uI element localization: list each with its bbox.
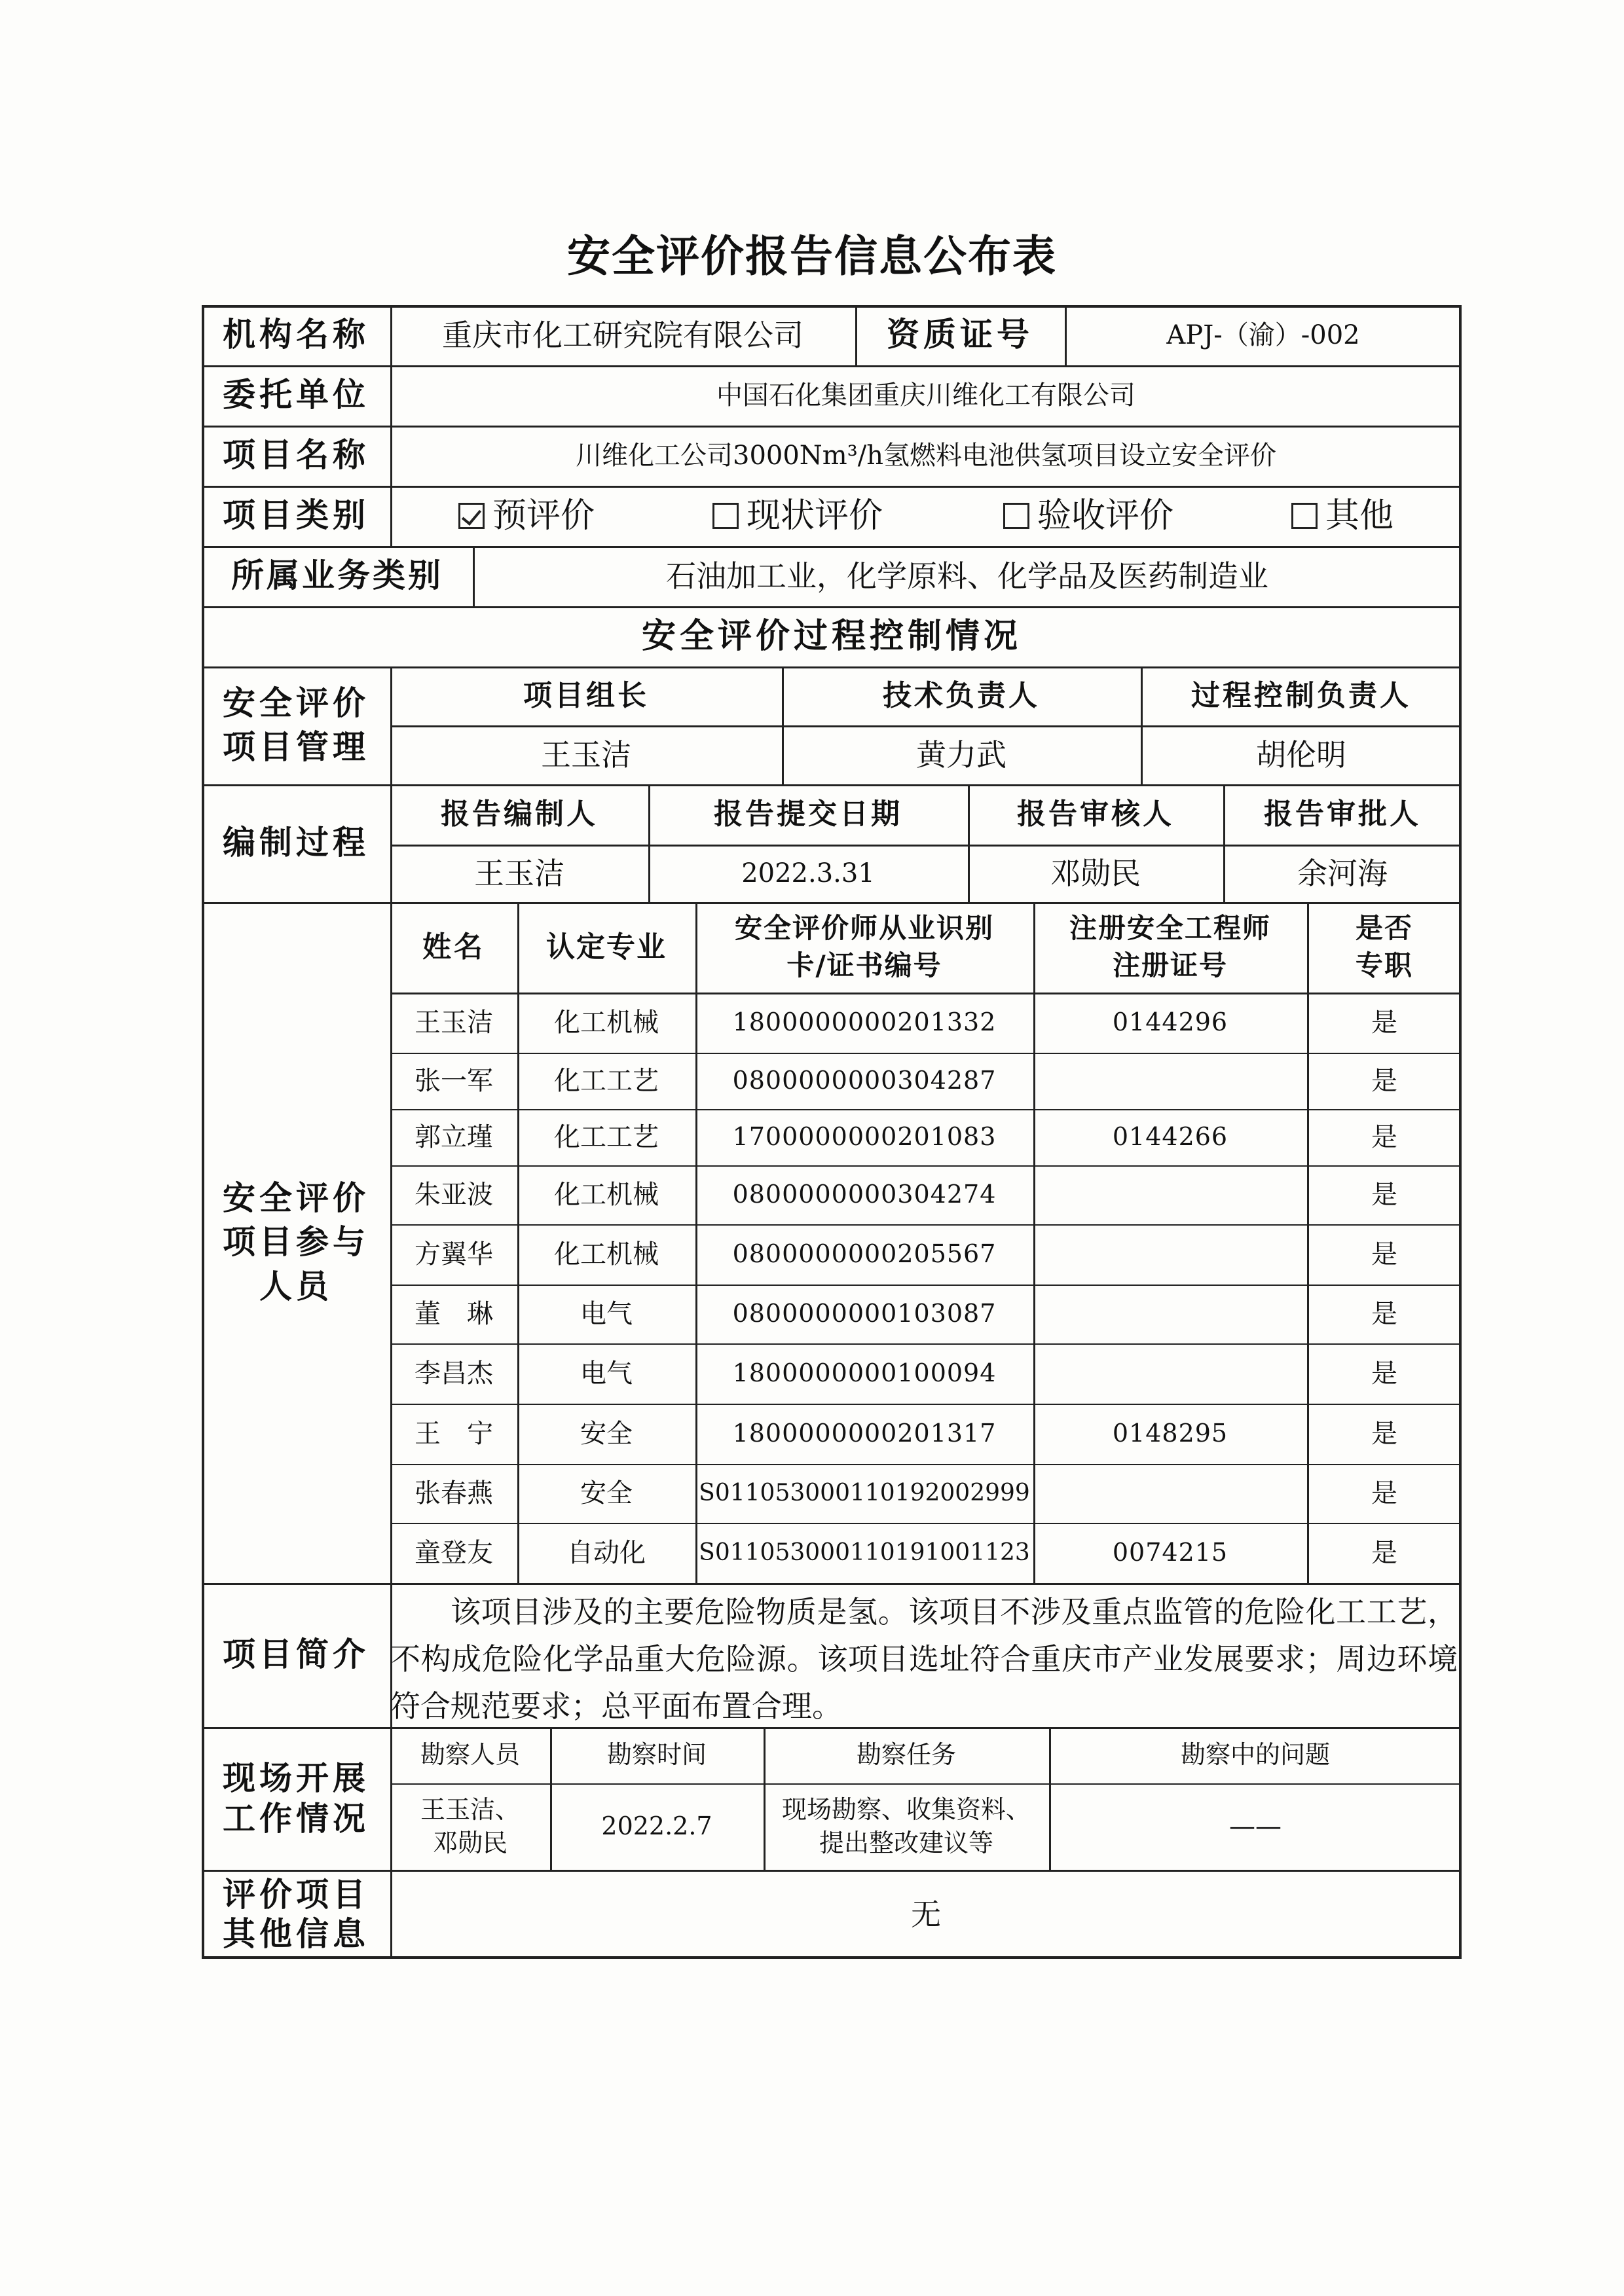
surveyor-header: 勘察人员	[420, 1740, 520, 1770]
participant-cert: 1800000000201317	[732, 1419, 997, 1448]
participant-name: 童登友	[415, 1538, 493, 1568]
participant-fulltime: 是	[1371, 1478, 1397, 1508]
col-major-header: 认定专业	[546, 930, 667, 964]
survey-task-value: 现场勘察、收集资料、 提出整改建议等	[781, 1795, 1031, 1857]
participant-reg	[1033, 1343, 1307, 1404]
participant-cert: 1700000000201083	[732, 1122, 997, 1152]
participant-reg	[1033, 1053, 1307, 1109]
col-fulltime-header: 是否 专职	[1355, 912, 1413, 981]
client-value: 中国石化集团重庆川维化工有限公司	[716, 380, 1135, 410]
reviewer-value: 邓勋民	[1050, 855, 1141, 891]
participant-cert: 1800000000201332	[732, 1008, 997, 1037]
participant-cert: 0800000000304274	[732, 1180, 997, 1209]
col-reg-header: 注册安全工程师 注册证号	[1069, 912, 1271, 981]
survey-task-header: 勘察任务	[856, 1740, 956, 1770]
site-work-label: 现场开展 工作情况	[223, 1758, 369, 1838]
participant-reg: 0144296	[1112, 1008, 1228, 1037]
participant-major: 电气	[580, 1358, 633, 1389]
qualification-value: APJ-（渝）-002	[1166, 320, 1360, 350]
col-cert-header: 安全评价师从业识别 卡/证书编号	[734, 912, 994, 981]
participant-reg: 0148295	[1112, 1419, 1228, 1448]
participant-major: 电气	[580, 1299, 633, 1329]
participant-fulltime: 是	[1371, 1066, 1397, 1096]
project-type-label: 项目类别	[223, 496, 369, 535]
checkbox-empty-icon	[1291, 503, 1318, 529]
participant-reg	[1033, 1464, 1307, 1523]
participant-reg	[1033, 1285, 1307, 1343]
participant-cert: 0800000000304287	[732, 1066, 997, 1095]
participant-major: 化工机械	[554, 1008, 659, 1038]
project-name-value: 川维化工公司3000Nm³/h氢燃料电池供氢项目设立安全评价	[576, 441, 1276, 471]
business-value: 石油加工业，化学原料、化学品及医药制造业	[666, 558, 1268, 594]
approver-value: 余河海	[1297, 855, 1388, 891]
business-label: 所属业务类别	[231, 556, 443, 595]
participant-cert: 1800000000100094	[732, 1358, 997, 1388]
process-control-header: 安全评价过程控制情况	[641, 616, 1022, 656]
participant-fulltime: 是	[1371, 1008, 1397, 1038]
compiler-value: 王玉洁	[474, 855, 564, 891]
participant-reg	[1033, 1224, 1307, 1285]
qualification-label: 资质证号	[887, 316, 1033, 354]
process-lead-value: 胡伦明	[1256, 737, 1346, 773]
process-lead-header: 过程控制负责人	[1191, 679, 1411, 713]
project-name-label: 项目名称	[223, 436, 369, 475]
reviewer-header: 报告审核人	[1017, 797, 1174, 831]
participant-name: 朱亚波	[415, 1180, 493, 1210]
participant-reg: 0144266	[1112, 1122, 1228, 1152]
option-acceptance-evaluation: 验收评价	[1003, 486, 1213, 546]
submit-date-header: 报告提交日期	[714, 797, 902, 831]
participant-fulltime: 是	[1371, 1239, 1397, 1269]
participant-major: 化工机械	[554, 1239, 659, 1269]
participant-name: 李昌杰	[415, 1358, 493, 1389]
participant-name: 张一军	[415, 1066, 493, 1096]
participant-cert: S011053000110192002999	[699, 1479, 1030, 1506]
participant-reg	[1033, 1165, 1307, 1224]
col-name-header: 姓名	[422, 930, 485, 964]
participant-fulltime: 是	[1371, 1358, 1397, 1389]
intro-label: 项目简介	[223, 1635, 369, 1674]
option-pre-evaluation: 预评价	[458, 486, 655, 546]
submit-date-value: 2022.3.31	[741, 858, 875, 888]
participant-reg: 0074215	[1112, 1538, 1228, 1567]
checkbox-empty-icon	[712, 503, 739, 529]
participants-label: 安全评价 项目参与 人员	[223, 1178, 369, 1305]
survey-issue-header: 勘察中的问题	[1180, 1740, 1330, 1770]
tech-lead-value: 黄力武	[916, 737, 1006, 773]
other-info-label: 评价项目 其他信息	[223, 1876, 369, 1953]
survey-issue-value: ——	[1229, 1812, 1282, 1842]
participant-major: 化工工艺	[554, 1066, 659, 1096]
org-label: 机构名称	[223, 316, 369, 354]
participant-name: 张春燕	[415, 1478, 493, 1508]
survey-time-header: 勘察时间	[606, 1740, 707, 1770]
tech-lead-header: 技术负责人	[883, 679, 1040, 713]
approver-header: 报告审批人	[1264, 797, 1421, 831]
participant-fulltime: 是	[1371, 1419, 1397, 1449]
leader-header: 项目组长	[523, 679, 649, 713]
compiler-header: 报告编制人	[441, 797, 598, 831]
participant-cert: 0800000000103087	[732, 1299, 997, 1328]
participant-fulltime: 是	[1371, 1299, 1397, 1329]
participant-name: 方翼华	[415, 1239, 493, 1269]
participant-major: 自动化	[567, 1538, 646, 1568]
participant-major: 化工机械	[554, 1180, 659, 1210]
page-title: 安全评价报告信息公布表	[567, 231, 1057, 282]
participant-name: 王玉洁	[415, 1008, 493, 1038]
option-other: 其他	[1291, 486, 1435, 546]
survey-time-value: 2022.2.7	[601, 1812, 712, 1841]
participant-cert: 0800000000205567	[732, 1239, 997, 1269]
participant-major: 化工工艺	[554, 1122, 659, 1152]
client-label: 委托单位	[223, 376, 369, 414]
intro-text: 该项目涉及的主要危险物质是氢。该项目不涉及重点监管的危险化工工艺，不构成危险化学品重大危险源。该项目选址符合重庆市产业发展要求；周边环境符合规范要求；总平面布置合理。	[390, 1594, 1458, 1724]
org-value: 重庆市化工研究院有限公司	[442, 317, 803, 353]
participant-name: 王 宁	[415, 1419, 493, 1449]
participant-cert: S011053000110191001123	[699, 1539, 1030, 1566]
participant-fulltime: 是	[1371, 1180, 1397, 1210]
compile-label: 编制过程	[223, 824, 369, 862]
leader-value: 王玉洁	[541, 737, 631, 773]
surveyor-value: 王玉洁、 邓勋民	[420, 1795, 520, 1857]
other-info-value: 无	[911, 1896, 941, 1932]
checkbox-empty-icon	[1003, 503, 1029, 529]
management-label: 安全评价 项目管理	[223, 683, 369, 766]
participant-fulltime: 是	[1371, 1538, 1397, 1568]
option-status-evaluation: 现状评价	[712, 486, 922, 546]
participant-name: 郭立瑾	[415, 1122, 493, 1152]
participant-major: 安全	[580, 1419, 633, 1449]
checkbox-checked-icon	[458, 503, 485, 529]
participant-fulltime: 是	[1371, 1122, 1397, 1152]
participant-major: 安全	[580, 1478, 633, 1508]
participant-name: 董 琳	[415, 1299, 493, 1329]
